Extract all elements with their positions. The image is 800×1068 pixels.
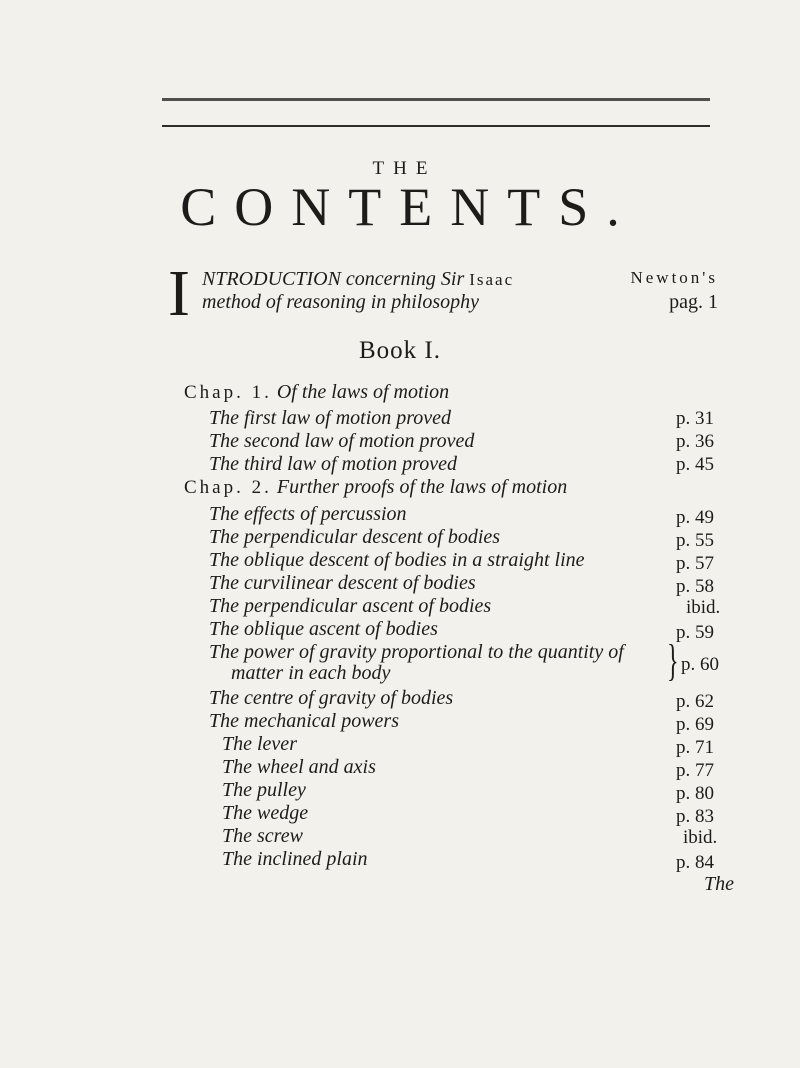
contents-entry: The pulley <box>222 779 306 801</box>
contents-entry: The screw <box>222 825 303 847</box>
contents-entry: The oblique ascent of bodies <box>209 618 438 640</box>
brace-glyph: } <box>667 636 679 685</box>
contents-entry: The second law of motion proved <box>209 430 475 452</box>
page-ref: p. 80 <box>676 783 714 804</box>
page-ref: ibid. <box>683 827 718 848</box>
contents-entry: The third law of motion proved <box>209 453 457 475</box>
contents-entry: The inclined plain <box>222 848 368 870</box>
chapter-title: Of the laws of motion <box>276 381 450 403</box>
drop-cap: I <box>168 257 190 330</box>
page-ref: p. 69 <box>676 714 714 735</box>
page-ref: p. 83 <box>676 806 714 827</box>
book-heading: Book I. <box>359 337 441 364</box>
contents-entry: The effects of percussion <box>209 503 407 525</box>
contents-entry: The lever <box>222 733 297 755</box>
page-ref: p. 49 <box>676 507 714 528</box>
contents-entry: The curvilinear descent of bodies <box>209 572 476 594</box>
page-ref: p. 36 <box>676 431 714 452</box>
contents-entry: The oblique descent of bodies in a straight line <box>209 549 585 571</box>
page-ref: p. 60 <box>681 654 719 675</box>
intro-subtitle: method of reasoning in philosophy <box>202 291 480 313</box>
heading-the: THE <box>372 158 437 179</box>
page-ref: p. 77 <box>676 760 714 781</box>
contents-entry: The perpendicular descent of bodies <box>209 526 501 548</box>
page-ref: p. 45 <box>676 454 714 475</box>
heading-contents: CONTENTS. <box>180 177 638 237</box>
page-ref: ibid. <box>686 597 721 618</box>
contents-entry: The first law of motion proved <box>209 407 452 429</box>
intro-name: Isaac <box>469 270 515 289</box>
chapter-label: Chap. 1. <box>184 382 272 403</box>
page-ref: p. 58 <box>676 576 714 597</box>
page-ref: p. 59 <box>676 622 714 643</box>
page-ref: p. 57 <box>676 553 714 574</box>
contents-entry: The perpendicular ascent of bodies <box>209 595 492 617</box>
page-ref: p. 55 <box>676 530 714 551</box>
page-ref: p. 84 <box>676 852 714 873</box>
page-ref: p. 71 <box>676 737 714 758</box>
page-ref: p. 31 <box>676 408 714 429</box>
contents-entry: The wedge <box>222 802 309 824</box>
chapter-heading <box>184 476 567 499</box>
contents-entry: The centre of gravity of bodies <box>209 687 454 709</box>
intro-page-ref: pag. 1 <box>669 291 718 313</box>
chapter-heading <box>184 381 449 404</box>
contents-entry: The power of gravity proportional to the quantity of <box>209 641 624 663</box>
catchword: The <box>704 873 734 895</box>
intro-title: NTRODUCTION concerning Sir <box>202 268 465 290</box>
page-ref: p. 62 <box>676 691 714 712</box>
chapter-title: Further proofs of the laws of motion <box>276 476 568 498</box>
chapter-label: Chap. 2. <box>184 477 272 498</box>
intro-name-2: Newton's <box>630 268 718 287</box>
contents-entry: The wheel and axis <box>222 756 376 778</box>
contents-entry-continuation: matter in each body <box>231 662 391 684</box>
contents-entry: The mechanical powers <box>209 710 399 732</box>
